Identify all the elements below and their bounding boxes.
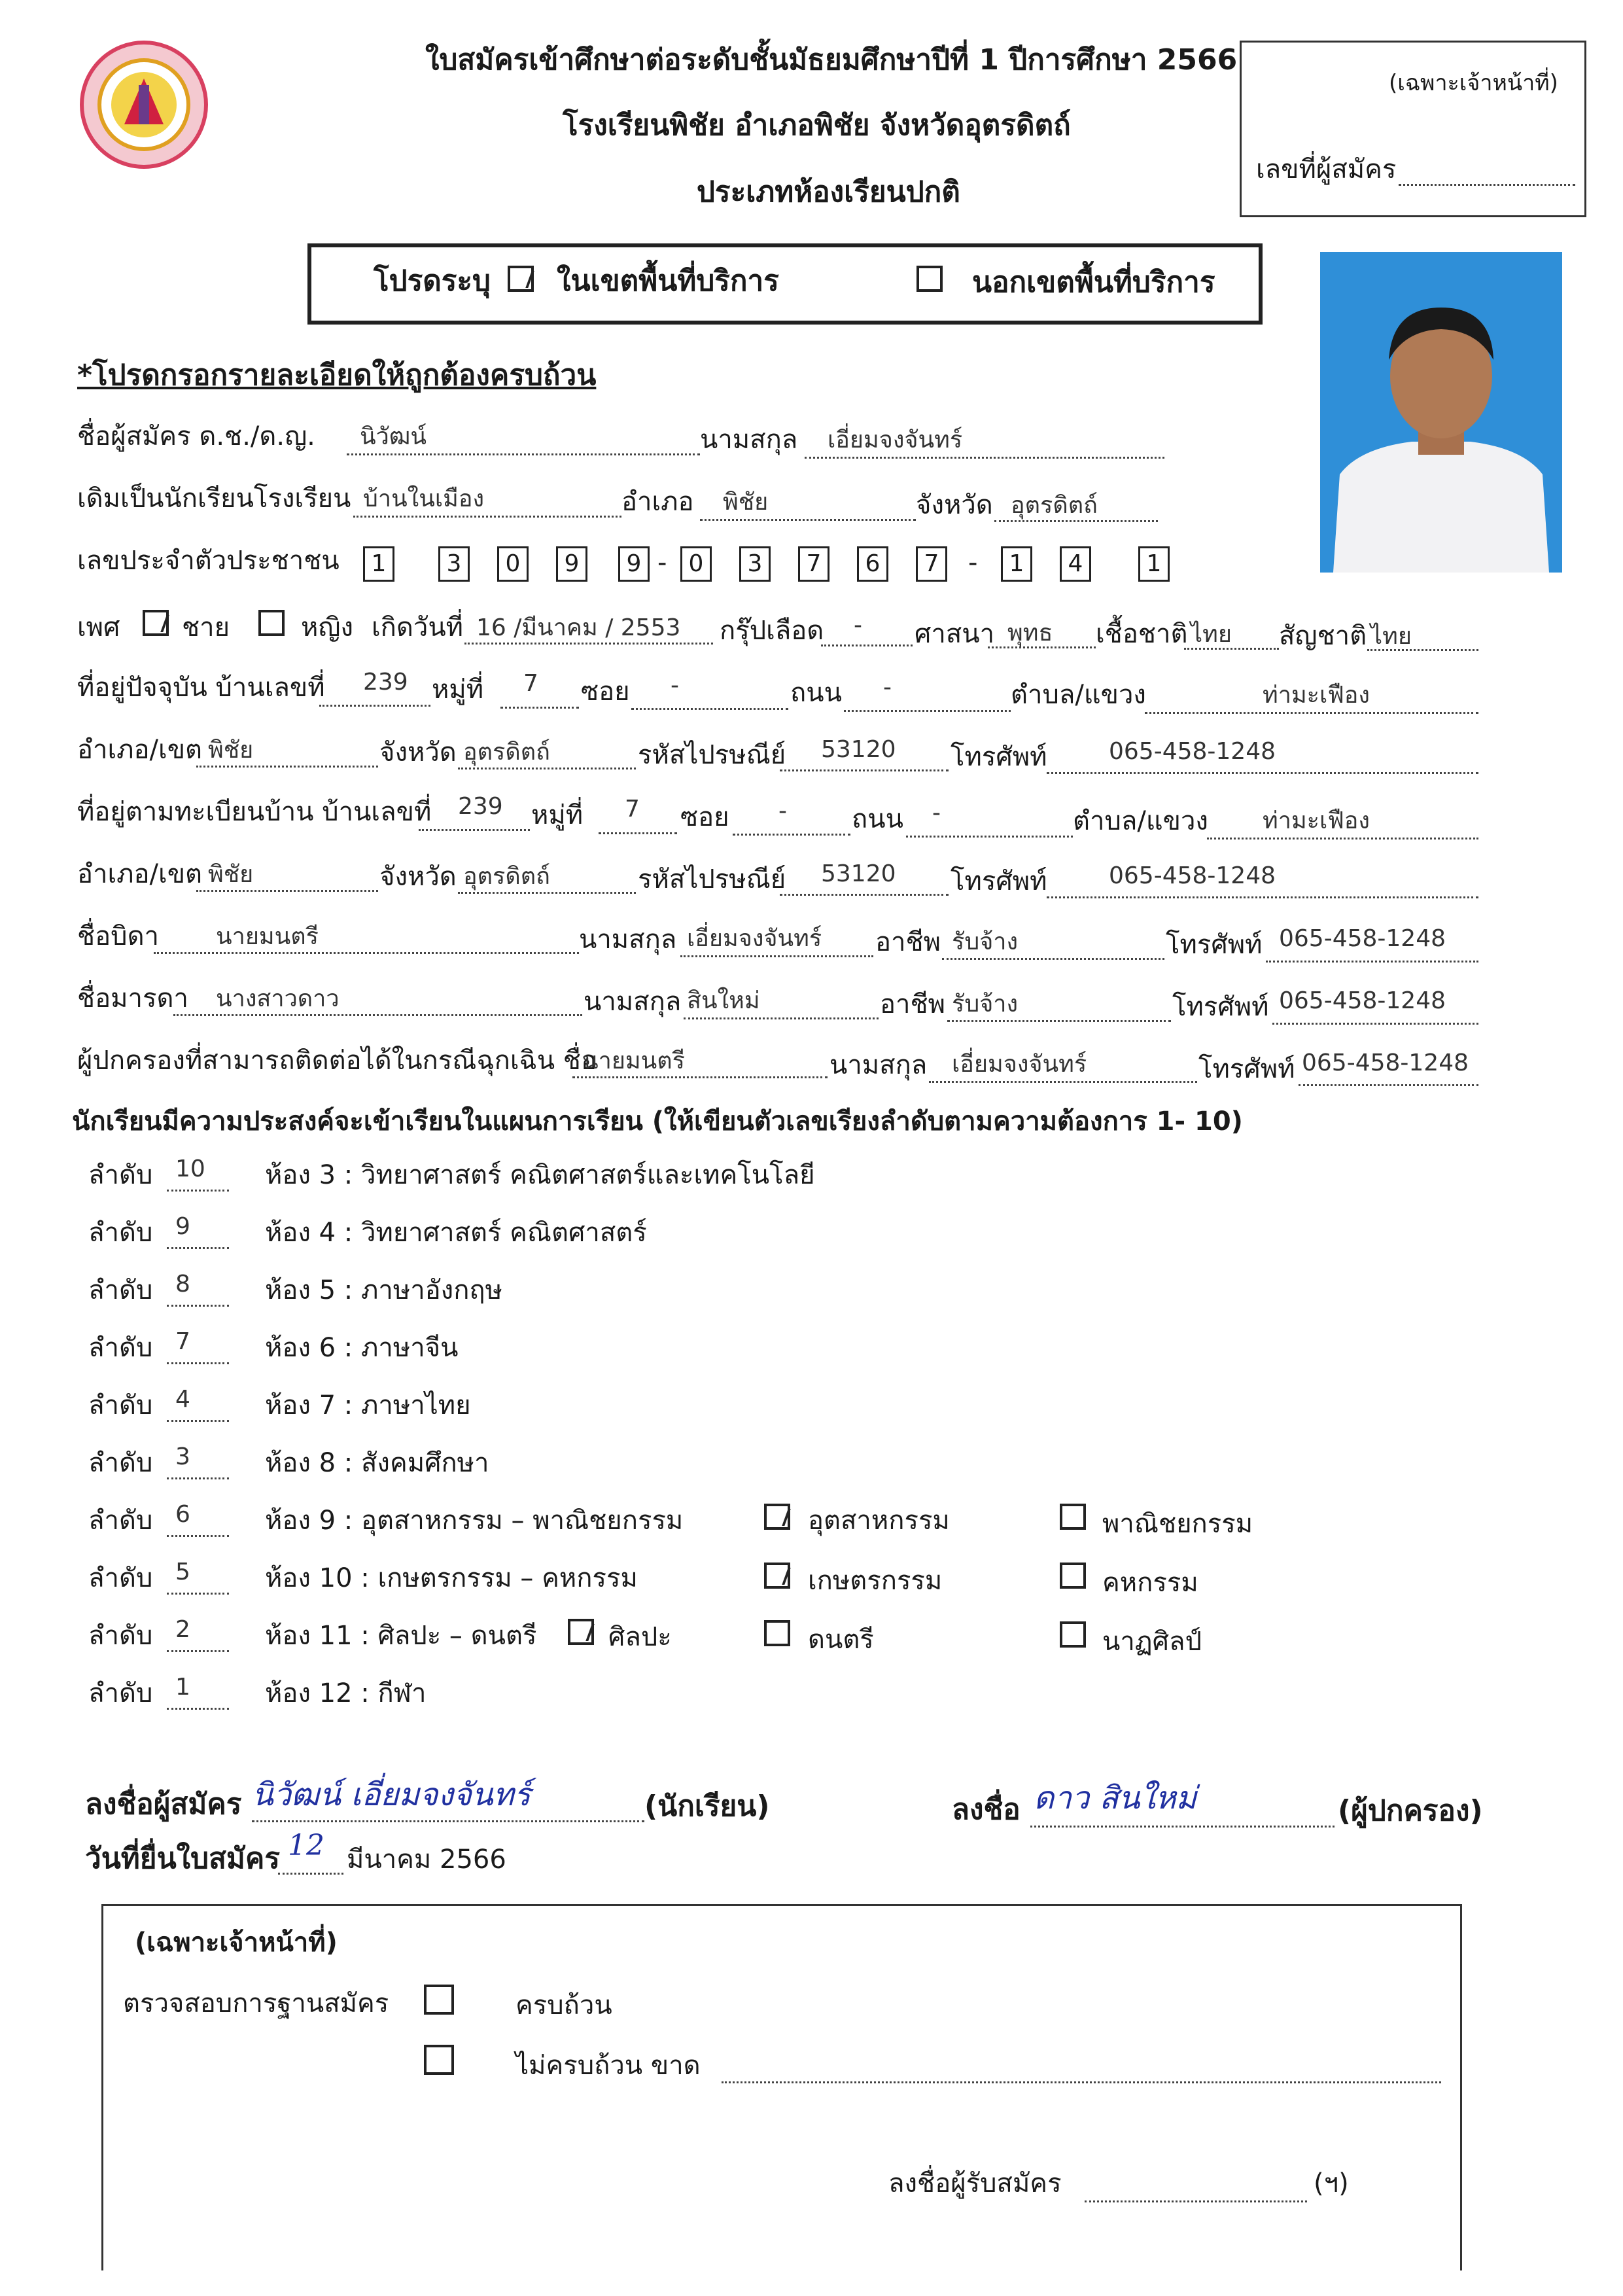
guardian-sign-label: ลงชื่อ [952, 1793, 1021, 1826]
plan-rank-line [167, 1650, 229, 1652]
plan-order-label: ลำดับ [88, 1218, 153, 1248]
reg-province[interactable]: อุตรดิตถ์ [463, 863, 550, 890]
music-label: ดนตรี [808, 1625, 874, 1655]
cur-postal[interactable]: 53120 [821, 736, 896, 763]
cur-road-label: ถนน [790, 678, 842, 708]
school-name: โรงเรียนพิชัย อำเภอพิชัย จังหวัดอุตรดิตถ์ [563, 109, 1071, 142]
drama-checkbox[interactable] [1060, 1621, 1086, 1648]
plan-order-label: ลำดับ [88, 1448, 153, 1478]
reg-subdistrict[interactable]: ท่ามะเฟือง [1263, 807, 1370, 834]
guardian-suffix: (ผู้ปกครอง) [1338, 1794, 1483, 1828]
surname-label: นามสกุล [700, 425, 798, 455]
plan-rank-line [167, 1593, 229, 1595]
guardian-name[interactable]: นายมนตรี [582, 1048, 685, 1074]
reg-soi[interactable]: - [778, 798, 787, 824]
plan-room: ห้อง 5 : ภาษาอังกฤษ [265, 1275, 503, 1305]
art-label: ศิลปะ [608, 1622, 672, 1652]
plan-room: ห้อง 10 : เกษตรกรรม – คหกรรม [265, 1563, 638, 1593]
female-label: หญิง [301, 612, 353, 643]
race-value[interactable]: ไทย [1191, 621, 1232, 648]
mother-surname[interactable]: สินใหม่ [687, 987, 760, 1014]
religion-label: ศาสนา [915, 619, 995, 649]
cur-moo-label: หมู่ที่ [432, 675, 484, 705]
incomplete-checkbox[interactable] [424, 2045, 454, 2075]
cur-district-label: อำเภอ/เขต [77, 735, 203, 765]
plan-room: ห้อง 8 : สังคมศึกษา [265, 1448, 489, 1478]
complete-label: ครบถ้วน [515, 1990, 612, 2021]
plan-rank[interactable]: 7 [175, 1328, 190, 1355]
plan-rank[interactable]: 5 [175, 1559, 190, 1585]
plan-rank[interactable]: 10 [175, 1156, 205, 1182]
commerce-checkbox[interactable] [1060, 1504, 1086, 1530]
reg-district-label: อำเภอ/เขต [77, 859, 203, 889]
area-box [307, 243, 1263, 325]
mother-surname-label: นามสกุล [584, 987, 682, 1017]
plan-rank-line [167, 1362, 229, 1364]
plan-rank[interactable]: 9 [175, 1213, 190, 1240]
father-name[interactable]: นายมนตรี [216, 923, 319, 950]
submit-date-label: วันที่ยื่นใบสมัคร [85, 1842, 280, 1875]
official-box-top [1240, 41, 1586, 217]
plan-rank[interactable]: 8 [175, 1271, 190, 1298]
applicant-name-label: ชื่อผู้สมัคร ด.ช./ด.ญ. [77, 421, 315, 451]
cur-district[interactable]: พิชัย [208, 737, 254, 764]
reg-road[interactable]: - [932, 800, 941, 826]
cur-moo[interactable]: 7 [523, 670, 538, 697]
inside-area-checkbox[interactable] [508, 266, 534, 292]
male-checkbox[interactable] [143, 610, 169, 636]
student-suffix: (นักเรียน) [644, 1790, 770, 1823]
blood-label: กรุ๊ปเลือด [720, 616, 824, 646]
plan-rank-line [167, 1477, 229, 1479]
nationality-value[interactable]: ไทย [1370, 623, 1412, 650]
cur-phone[interactable]: 065-458-1248 [1109, 738, 1276, 765]
plan-rank[interactable]: 3 [175, 1443, 190, 1470]
check-docs-label: ตรวจสอบการฐานสมัคร [123, 1988, 389, 2019]
id-digit-box[interactable]: 3 [438, 546, 470, 582]
cur-soi-label: ซอย [581, 677, 630, 707]
agriculture-label: เกษตรกรรม [808, 1566, 943, 1596]
applicant-sign-label: ลงชื่อผู้สมัคร [85, 1788, 242, 1821]
id-digit-box[interactable]: 9 [618, 546, 650, 582]
reg-postal[interactable]: 53120 [821, 860, 896, 887]
id-separator: - [968, 548, 978, 578]
submit-day[interactable]: 12 [288, 1829, 324, 1862]
id-digit-box[interactable]: 4 [1060, 546, 1091, 582]
applicant-photo [1320, 252, 1562, 573]
plan-room: ห้อง 11 : ศิลปะ – ดนตรี [265, 1621, 537, 1651]
incomplete-label: ไม่ครบถ้วน ขาด [515, 2051, 701, 2081]
id-digit-box[interactable]: 0 [680, 546, 712, 582]
plan-room: ห้อง 6 : ภาษาจีน [265, 1333, 459, 1363]
cur-province[interactable]: อุตรดิตถ์ [463, 739, 550, 766]
id-digit-box[interactable]: 1 [1138, 546, 1170, 582]
form-title: ใบสมัครเข้าศึกษาต่อระดับชั้นมัธยมศึกษาปีที่ 1 ปีการศึกษา 2566 [425, 43, 1238, 77]
reg-province-label: จังหวัด [379, 862, 457, 892]
id-digit-box[interactable]: 6 [857, 546, 888, 582]
reg-district[interactable]: พิชัย [208, 861, 254, 888]
outside-area-label: นอกเขตพื้นที่บริการ [972, 266, 1215, 299]
official-heading: (เฉพาะเจ้าหน้าที่) [1389, 70, 1558, 96]
cur-address-label: ที่อยู่ปัจจุบัน บ้านเลขที่ [77, 673, 325, 703]
plan-rank-line [167, 1535, 229, 1537]
dob-value[interactable]: 16 /มีนาคม / 2553 [476, 614, 681, 641]
plans-heading: นักเรียนมีความประสงค์จะเข้าเรียนในแผนการเรียน (ให้เขียนตัวเลขเรียงลำดับตามความต้องการ 1- 10) [72, 1106, 1243, 1137]
agriculture-checkbox[interactable] [764, 1563, 790, 1589]
plan-order-label: ลำดับ [88, 1506, 153, 1536]
mother-phone-label: โทรศัพท์ [1172, 992, 1269, 1022]
music-checkbox[interactable] [764, 1620, 790, 1646]
plan-order-label: ลำดับ [88, 1621, 153, 1651]
religion-value[interactable]: พุทธ [1007, 620, 1053, 646]
dob-label: เกิดวันที่ [372, 612, 464, 643]
room-type: ประเภทห้องเรียนปกติ [697, 175, 960, 209]
id-label: เลขประจำตัวประชาชน [77, 546, 340, 576]
prev-province[interactable]: อุตรดิตถ์ [1011, 492, 1098, 519]
outside-area-checkbox[interactable] [916, 266, 943, 292]
father-job[interactable]: รับจ้าง [952, 928, 1019, 955]
mother-phone[interactable]: 065-458-1248 [1279, 987, 1446, 1014]
father-label: ชื่อบิดา [77, 921, 159, 951]
reg-postal-label: รหัสไปรษณีย์ [638, 864, 786, 894]
complete-checkbox[interactable] [424, 1985, 454, 2015]
plan-room: ห้อง 9 : อุตสาหกรรม – พาณิชยกรรม [265, 1506, 684, 1536]
guardian-phone[interactable]: 065-458-1248 [1302, 1050, 1469, 1076]
father-phone[interactable]: 065-458-1248 [1279, 925, 1446, 952]
reg-phone[interactable]: 065-458-1248 [1109, 862, 1276, 889]
mother-job-label: อาชีพ [880, 989, 945, 1019]
reg-address-label: ที่อยู่ตามทะเบียนบ้าน บ้านเลขที่ [77, 797, 432, 827]
cur-subdistrict[interactable]: ท่ามะเฟือง [1263, 682, 1370, 709]
race-label: เชื้อชาติ [1096, 619, 1188, 649]
plan-order-label: ลำดับ [88, 1160, 153, 1190]
art-checkbox[interactable] [568, 1619, 594, 1645]
guardian-surname[interactable]: เอี่ยมจงจันทร์ [952, 1051, 1087, 1078]
plan-order-label: ลำดับ [88, 1333, 153, 1363]
father-job-label: อาชีพ [875, 927, 941, 957]
guardian-label: ผู้ปกครองที่สามารถติดต่อได้ในกรณีฉุกเฉิน ชื่อ [77, 1046, 597, 1076]
plan-order-label: ลำดับ [88, 1275, 153, 1305]
instruction: *โปรดกรอกรายละเอียดให้ถูกต้องครบถ้วน [77, 359, 597, 392]
sex-label: เพศ [77, 612, 120, 643]
plan-rank-line [167, 1708, 229, 1710]
father-surname-label: นามสกุล [579, 925, 677, 955]
reg-soi-label: ซอย [680, 802, 729, 832]
inside-area-label: ในเขตพื้นที่บริการ [557, 264, 779, 298]
plan-rank-line [167, 1190, 229, 1192]
female-checkbox[interactable] [258, 610, 285, 636]
home-economics-label: คหกรรม [1102, 1568, 1198, 1598]
prev-province-label: จังหวัด [916, 490, 993, 520]
father-surname[interactable]: เอี่ยมจงจันทร์ [687, 925, 822, 952]
receiver-label: ลงชื่อผู้รับสมัคร [888, 2168, 1062, 2199]
area-label: โปรดระบุ [374, 264, 491, 298]
plan-rank[interactable]: 1 [175, 1674, 190, 1701]
reg-road-label: ถนน [852, 804, 903, 834]
plan-rank-line [167, 1247, 229, 1249]
commerce-label: พาณิชยกรรม [1102, 1509, 1253, 1539]
plan-order-label: ลำดับ [88, 1390, 153, 1421]
plan-rank[interactable]: 4 [175, 1386, 190, 1413]
id-digit-box[interactable]: 1 [363, 546, 394, 582]
id-digit-box[interactable]: 0 [497, 546, 529, 582]
prev-district[interactable]: พิชัย [723, 489, 769, 516]
mother-job[interactable]: รับจ้าง [952, 991, 1019, 1017]
guardian-phone-label: โทรศัพท์ [1198, 1054, 1295, 1084]
plan-rank-line [167, 1420, 229, 1422]
reg-house-no[interactable]: 239 [458, 793, 503, 820]
plan-room: ห้อง 7 : ภาษาไทย [265, 1390, 471, 1421]
id-digit-box[interactable]: 3 [739, 546, 771, 582]
guardian-signature[interactable]: ดาว สินใหม่ [1034, 1780, 1197, 1816]
prev-school[interactable]: บ้านในเมือง [363, 486, 485, 512]
id-separator: - [657, 548, 667, 578]
school-logo [79, 39, 209, 170]
cur-phone-label: โทรศัพท์ [951, 742, 1047, 772]
industry-checkbox[interactable] [764, 1504, 790, 1530]
id-digit-box[interactable]: 7 [916, 546, 947, 582]
cur-house-no[interactable]: 239 [363, 669, 408, 696]
home-economics-checkbox[interactable] [1060, 1563, 1086, 1589]
submit-month-year: มีนาคม 2566 [347, 1845, 506, 1875]
id-digit-box[interactable]: 1 [1001, 546, 1032, 582]
reg-moo-label: หมู่ที่ [531, 800, 584, 830]
official-bottom-heading: (เฉพาะเจ้าหน้าที่) [135, 1928, 338, 1958]
plan-order-label: ลำดับ [88, 1678, 153, 1708]
id-digit-box[interactable]: 9 [556, 546, 587, 582]
plan-room: ห้อง 3 : วิทยาศาสตร์ คณิตศาสตร์และเทคโนโลยี [265, 1160, 815, 1190]
male-label: ชาย [182, 612, 230, 643]
plan-rank[interactable]: 2 [175, 1616, 190, 1643]
applicant-signature[interactable]: นิวัฒน์ เอี่ยมจงจันทร์ [252, 1776, 531, 1813]
father-phone-label: โทรศัพท์ [1166, 930, 1263, 960]
reg-phone-label: โทรศัพท์ [951, 866, 1047, 896]
id-digit-box[interactable]: 7 [798, 546, 829, 582]
cur-road[interactable]: - [883, 674, 892, 701]
receiver-suffix: (ฯ) [1314, 2168, 1349, 2199]
nationality-label: สัญชาติ [1279, 621, 1367, 651]
cur-province-label: จังหวัด [379, 737, 457, 768]
cur-soi[interactable]: - [671, 672, 679, 699]
applicant-first-name[interactable]: นิวัฒน์ [360, 423, 427, 450]
applicant-surname[interactable]: เอี่ยมจงจันทร์ [828, 427, 963, 453]
drama-label: นาฏศิลป์ [1102, 1627, 1202, 1657]
official-box-bottom [101, 1904, 1462, 2270]
cur-postal-label: รหัสไปรษณีย์ [638, 740, 786, 770]
mother-label: ชื่อมารดา [77, 983, 188, 1014]
plan-room: ห้อง 4 : วิทยาศาสตร์ คณิตศาสตร์ [265, 1218, 647, 1248]
reg-subdistrict-label: ตำบล/แขวง [1073, 806, 1208, 836]
cur-subdistrict-label: ตำบล/แขวง [1011, 680, 1146, 710]
prev-district-label: อำเภอ [621, 487, 694, 517]
prev-school-label: เดิมเป็นนักเรียนโรงเรียน [77, 484, 351, 514]
plan-rank[interactable]: 6 [175, 1501, 190, 1528]
plan-room: ห้อง 12 : กีฬา [265, 1678, 427, 1708]
blood-value[interactable]: - [854, 612, 862, 639]
mother-name[interactable]: นางสาวดาว [216, 985, 340, 1012]
applicant-no-label: เลขที่ผู้สมัคร [1256, 154, 1397, 185]
plan-rank-line [167, 1305, 229, 1307]
guardian-surname-label: นามสกุล [829, 1050, 928, 1080]
industry-label: อุตสาหกรรม [808, 1506, 950, 1536]
plan-order-label: ลำดับ [88, 1563, 153, 1593]
reg-moo[interactable]: 7 [625, 796, 640, 822]
